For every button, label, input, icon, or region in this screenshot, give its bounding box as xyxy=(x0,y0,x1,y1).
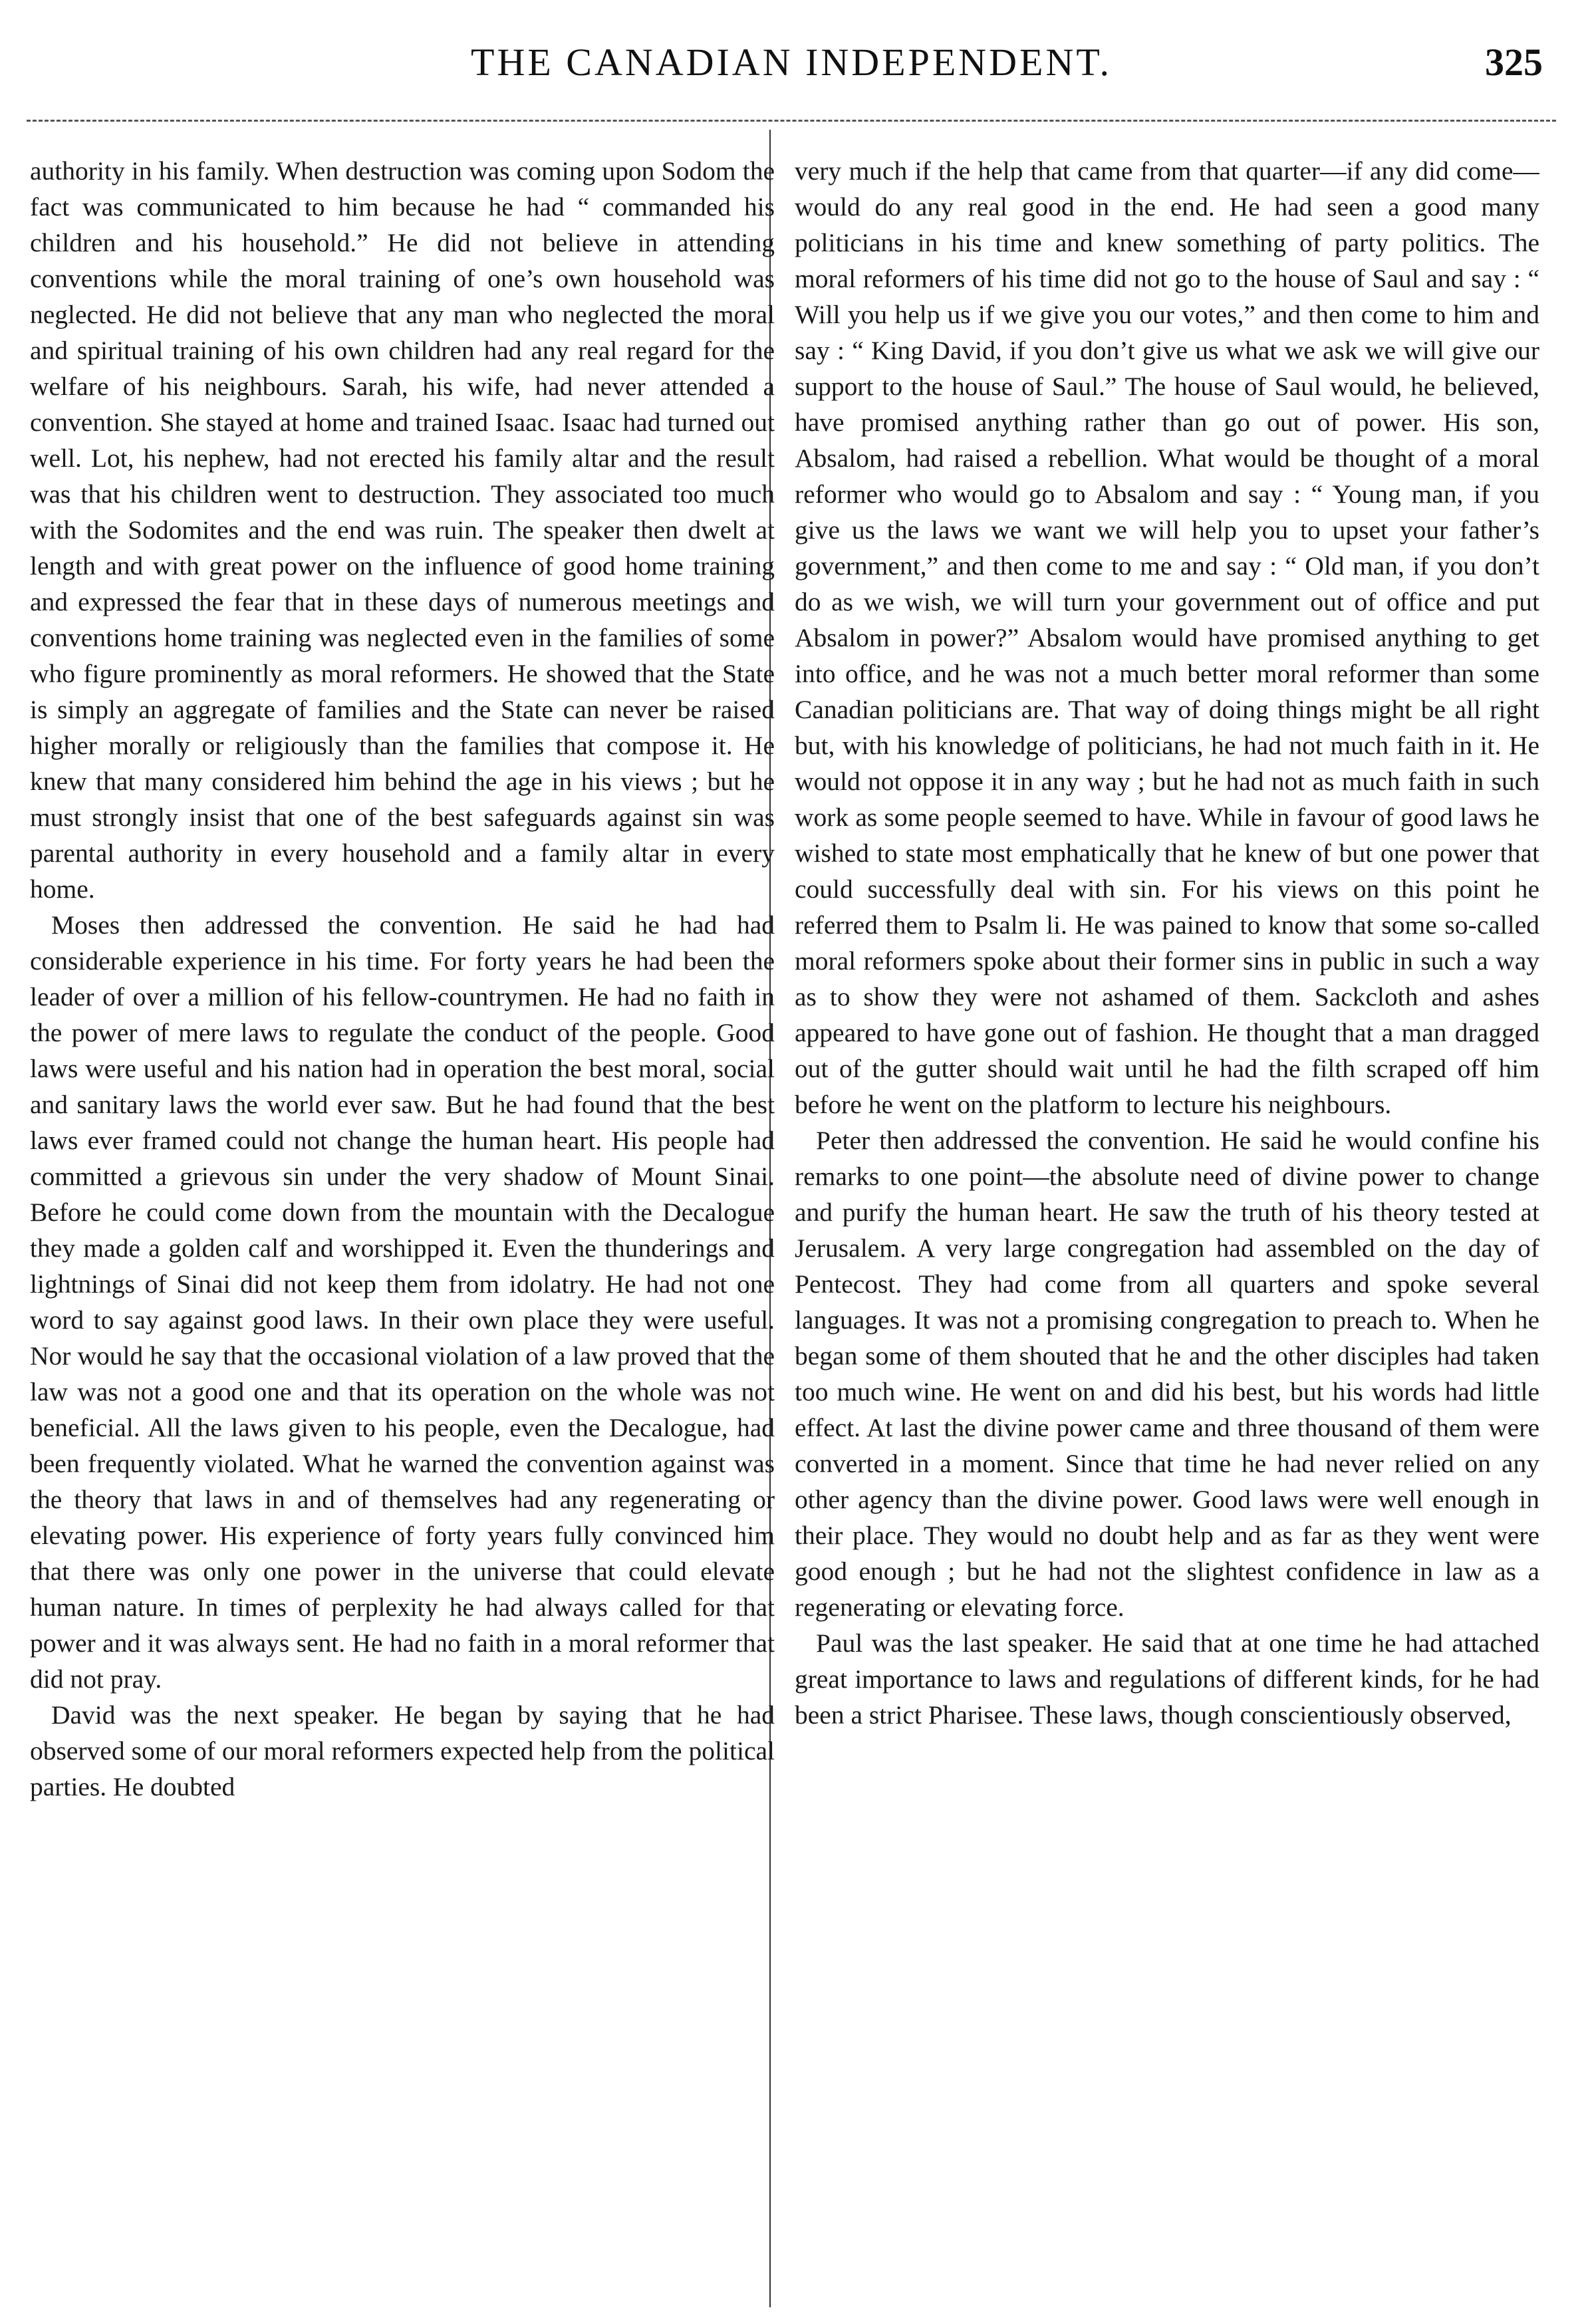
running-header xyxy=(27,40,1556,100)
paragraph: David was the next speaker. He began by saying that he had observed some of our moral reformers expected help from the political parties. He doubted xyxy=(30,1700,775,1801)
paragraph: authority in his family. When destruction was coming upon Sodom the fact was communicated to him because he had “ commanded his children and his household.” He did not believe in attending conventions while the moral training of one’s own household was neglected. He did not believe that any man who neglected the moral and spiritual training of his own children had any real regard for the welfare of his neighbours. Sarah, his wife, had never attended a convention. She stayed at home and trained Isaac. Isaac had turned out well. Lot, his nephew, had not erected his family altar and the result was that his children went to destruction. They associated too much with the Sodomites and the end was ruin. The speaker then dwelt at length and with great power on the influence of good home training and expressed the fear that in these days of numerous meetings and conventions home training was neglected even in the families of some who figure prominently as moral reformers. He showed that the State is simply an aggregate of families and the State can never be raised higher morally or religiously than the families that compose it. He knew that many considered him behind the age in his views ; but he must strongly insist that one of the best safeguards against sin was parental authority in every household and a family altar in every home. xyxy=(30,156,775,904)
page-number: 325 xyxy=(1485,41,1543,84)
paragraph: Peter then addressed the convention. He said he would confine his remarks to one point—the absolute need of divine power to change and purify the human heart. He saw the truth of his theory tested at Jerusalem. A very large congregation had assembled on the day of Pentecost. They had come from all quarters and spoke several languages. It was not a promising congregation to preach to. When he began some of them shouted that he and the other disciples had taken too much wine. He went on and did his best, but his words had little effect. At last the divine power came and three thousand of them were converted in a moment. Since that time he had never relied on any other agency than the divine power. Good laws were well enough in their place. They would no doubt help and as far as they went were good enough ; but he had not the slightest confidence in law as a regenerating or elevating force. xyxy=(795,1126,1539,1622)
left-column xyxy=(30,153,775,2307)
paragraph: Paul was the last speaker. He said that at one time he had attached great importance to laws and regulations of different kinds, for he had been a strict Pharisee. These laws, though conscientiously observed, xyxy=(795,1628,1539,1730)
right-column xyxy=(795,153,1539,2307)
paragraph: Moses then addressed the convention. He said he had had considerable experience in his time. For forty years he had been the leader of over a million of his fellow-countrymen. He had no faith in the power of mere laws to regulate the conduct of the people. Good laws were useful and his nation had in operation the best moral, social and sanitary laws the world ever saw. But he had found that the best laws ever framed could not change the human heart. His people had committed a grievous sin under the very shadow of Mount Sinai. Before he could come down from the mountain with the Decalogue they made a golden calf and worshipped it. Even the thunderings and lightnings of Sinai did not keep them from idolatry. He had not one word to say against good laws. In their own place they were useful. Nor would he say that the occasional violation of a law proved that the law was not a good one and that its operation on the whole was not beneficial. All the laws given to his people, even the Decalogue, had been frequently violated. What he warned the convention against was the theory that laws in and of themselves had any regenerating or elevating power. His experience of forty years fully convinced him that there was only one power in the universe that could elevate human nature. In times of perplexity he had always called for that power and it was always sent. He had no faith in a moral reformer that did not pray. xyxy=(30,910,775,1694)
paragraph: very much if the help that came from that quarter—if any did come—would do any real good in the end. He had seen a good many politicians in his time and knew something of party politics. The moral reformers of his time did not go to the house of Saul and say : “ Will you help us if we give you our votes,” and then come to him and say : “ King David, if you don’t give us what we ask we will give our support to the house of Saul.” The house of Saul would, he believed, have promised anything rather than go out of power. His son, Absalom, had raised a rebellion. What would be thought of a moral reformer who would go to Absalom and say : “ Young man, if you give us the laws we want we will help you to upset your father’s government,” and then come to me and say : “ Old man, if you don’t do as we wish, we will turn your government out of office and put Absalom in power?” Absalom would have promised anything to get into office, and he was not a much better moral reformer than some Canadian politicians are. That way of doing things might be all right but, with his knowledge of politicians, he had not much faith in it. He would not oppose it in any way ; but he had not as much faith in such work as some people seemed to have. While in favour of good laws he wished to state most emphatically that he knew of but one power that could successfully deal with sin. For his views on this point he referred them to Psalm li. He was pained to know that some so-called moral reformers spoke about their former sins in public in such a way as to show they were not ashamed of them. Sackcloth and ashes appeared to have gone out of fashion. He thought that a man dragged out of the gutter should wait until he had the filth scraped off him before he went on the platform to lecture his neighbours. xyxy=(795,156,1539,1119)
journal-title: THE CANADIAN INDEPENDENT. xyxy=(471,41,1112,84)
header-rule xyxy=(27,120,1556,122)
